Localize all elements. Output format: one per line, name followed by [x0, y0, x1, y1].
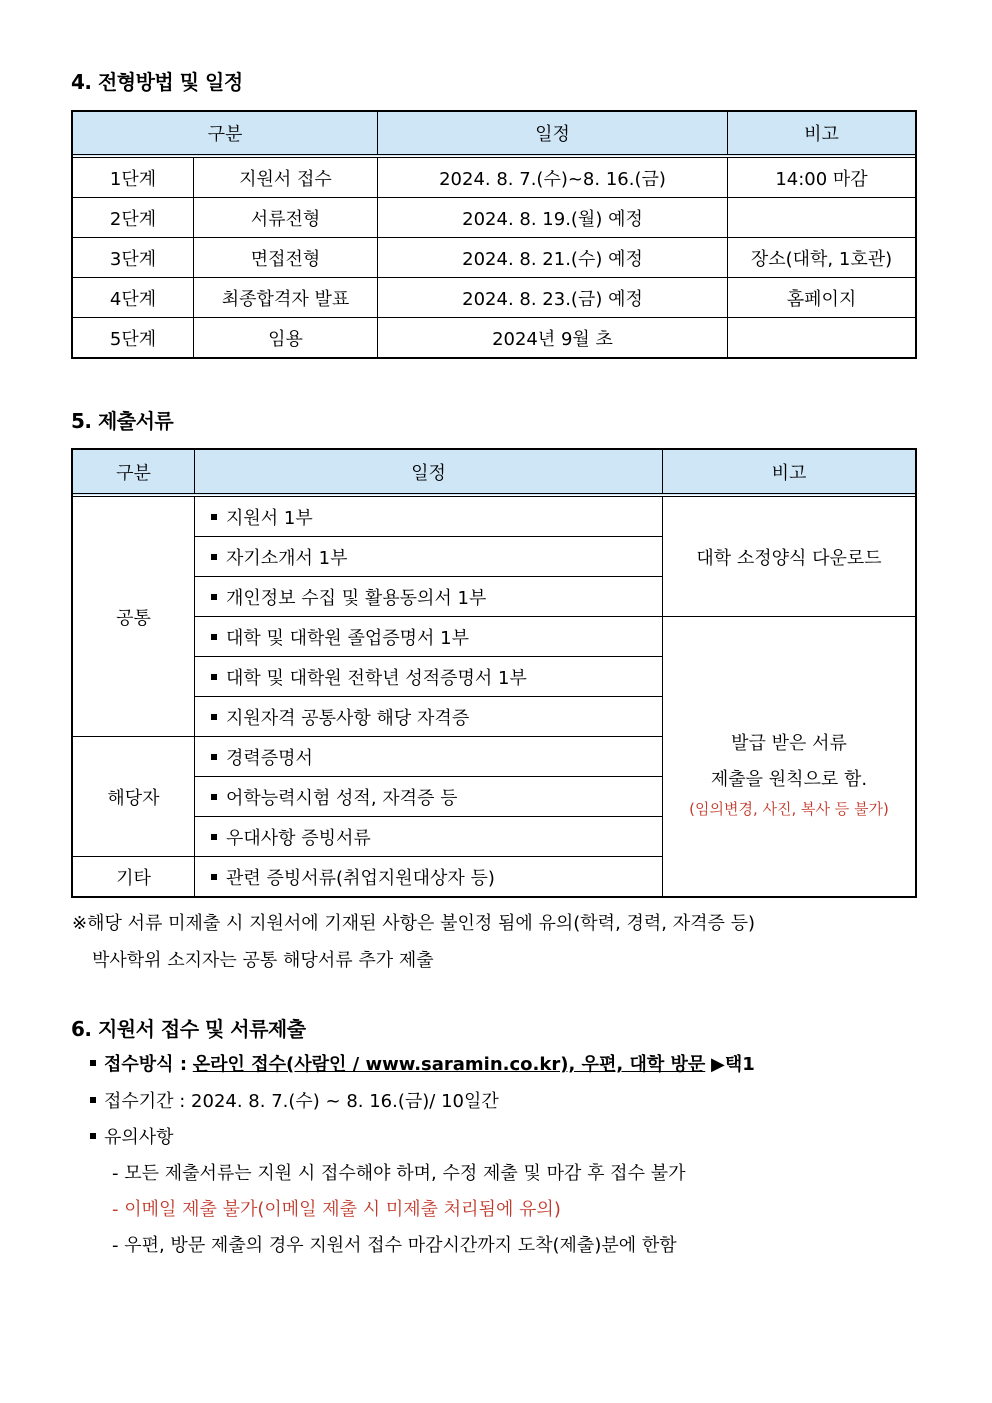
doc-item	[195, 537, 663, 577]
task-cell: 지원서 접수	[194, 156, 378, 198]
doc-label: 우대사항 증빙서류	[226, 827, 371, 849]
remark-warning: (임의변경, 사진, 복사 등 불가)	[689, 799, 889, 818]
bullet-square-icon	[90, 1060, 96, 1066]
date-cell: 2024년 9월 초	[378, 318, 728, 358]
doc-label: 대학 및 대학원 졸업증명서 1부	[226, 627, 469, 649]
bullet-square-icon	[90, 1097, 96, 1103]
remark-original	[663, 617, 916, 897]
date-cell: 2024. 8. 21.(수) 예정	[378, 238, 728, 278]
task-cell: 임용	[194, 318, 378, 358]
bullet-square-icon	[211, 834, 217, 840]
doc-item	[195, 657, 663, 697]
header-remark: 비고	[663, 450, 916, 496]
section-6-title: 6. 지원서 접수 및 서류제출	[71, 1017, 306, 1041]
stage-cell: 2단계	[73, 198, 194, 238]
doc-label: 지원서 1부	[226, 507, 313, 529]
bullet-square-icon	[211, 554, 217, 560]
header-schedule: 일정	[195, 450, 663, 496]
caution-line	[90, 1123, 174, 1149]
section-5-title: 5. 제출서류	[71, 409, 174, 433]
method-label: 접수방식 :	[104, 1054, 188, 1075]
bullet-square-icon	[211, 634, 217, 640]
doctorate-note: 박사학위 소지자는 공통 해당서류 추가 제출	[92, 950, 434, 971]
period-line	[90, 1087, 499, 1113]
group-common: 공통	[73, 495, 195, 737]
stage-cell: 4단계	[73, 278, 194, 318]
doc-label: 관련 증빙서류(취업지원대상자 등)	[226, 867, 495, 889]
table-row	[73, 198, 916, 238]
bullet-square-icon	[211, 754, 217, 760]
doc-item	[195, 617, 663, 657]
doc-item	[195, 495, 663, 537]
remark-download: 대학 소정양식 다운로드	[663, 495, 916, 617]
header-remark: 비고	[728, 112, 916, 157]
table-row	[73, 318, 916, 358]
remark-cell: 14:00 마감	[728, 156, 916, 198]
doc-item	[195, 577, 663, 617]
period-text: 접수기간 : 2024. 8. 7.(수) ~ 8. 16.(금)/ 10일간	[104, 1091, 499, 1112]
remark-cell	[728, 198, 916, 238]
bullet-square-icon	[211, 674, 217, 680]
bullet-square-icon	[90, 1133, 96, 1139]
doc-item	[195, 737, 663, 777]
date-cell: 2024. 8. 7.(수)~8. 16.(금)	[378, 156, 728, 198]
stage-cell: 1단계	[73, 156, 194, 198]
bullet-square-icon	[211, 594, 217, 600]
doc-item	[195, 857, 663, 897]
doc-item	[195, 697, 663, 737]
bullet-square-icon	[211, 714, 217, 720]
header-schedule: 일정	[378, 112, 728, 157]
method-line	[90, 1050, 755, 1076]
table-row	[73, 156, 916, 198]
caution-item: - 우편, 방문 제출의 경우 지원서 접수 마감시간까지 도착(제출)분에 한함	[112, 1235, 677, 1256]
method-suffix: ▶택1	[711, 1054, 755, 1075]
documents-table	[72, 449, 916, 897]
date-cell: 2024. 8. 19.(월) 예정	[378, 198, 728, 238]
table-row	[73, 238, 916, 278]
section-4-title: 4. 전형방법 및 일정	[71, 70, 243, 94]
table-row	[73, 278, 916, 318]
task-cell: 면접전형	[194, 238, 378, 278]
date-cell: 2024. 8. 23.(금) 예정	[378, 278, 728, 318]
doc-label: 대학 및 대학원 전학년 성적증명서 1부	[226, 667, 527, 689]
documents-note: ※해당 서류 미제출 시 지원서에 기재된 사항은 불인정 됨에 유의(학력, 경력, 자격증 등)	[72, 913, 756, 934]
remark-line-2: 제출을 원칙으로 함.	[710, 768, 868, 790]
doc-item	[195, 777, 663, 817]
table-row	[73, 495, 916, 537]
stage-cell: 3단계	[73, 238, 194, 278]
task-cell: 최종합격자 발표	[194, 278, 378, 318]
doc-label: 자기소개서 1부	[226, 547, 348, 569]
schedule-table	[72, 111, 916, 358]
bullet-square-icon	[211, 874, 217, 880]
group-applicable: 해당자	[73, 737, 195, 857]
method-value: 온라인 접수(사람인 / www.saramin.co.kr), 우편, 대학 방문	[192, 1054, 706, 1075]
doc-item	[195, 817, 663, 857]
doc-label: 지원자격 공통사항 해당 자격증	[226, 707, 470, 729]
table-header-row	[73, 450, 916, 496]
remark-cell	[728, 318, 916, 358]
remark-cell: 홈페이지	[728, 278, 916, 318]
caution-label: 유의사항	[104, 1127, 174, 1148]
remark-cell: 장소(대학, 1호관)	[728, 238, 916, 278]
doc-label: 어학능력시험 성적, 자격증 등	[226, 787, 458, 809]
task-cell: 서류전형	[194, 198, 378, 238]
remark-line-1: 발급 받은 서류	[731, 732, 847, 754]
doc-label: 개인정보 수집 및 활용동의서 1부	[226, 587, 487, 609]
bullet-square-icon	[211, 794, 217, 800]
group-other: 기타	[73, 857, 195, 897]
table-row	[73, 617, 916, 657]
table-header-row	[73, 112, 916, 157]
caution-item: - 모든 제출서류는 지원 시 접수해야 하며, 수정 제출 및 마감 후 접수 불가	[112, 1163, 686, 1184]
bullet-square-icon	[211, 514, 217, 520]
stage-cell: 5단계	[73, 318, 194, 358]
doc-label: 경력증명서	[226, 747, 313, 769]
header-category: 구분	[73, 112, 378, 157]
header-category: 구분	[73, 450, 195, 496]
caution-item-email: - 이메일 제출 불가(이메일 제출 시 미제출 처리됨에 유의)	[112, 1199, 561, 1220]
